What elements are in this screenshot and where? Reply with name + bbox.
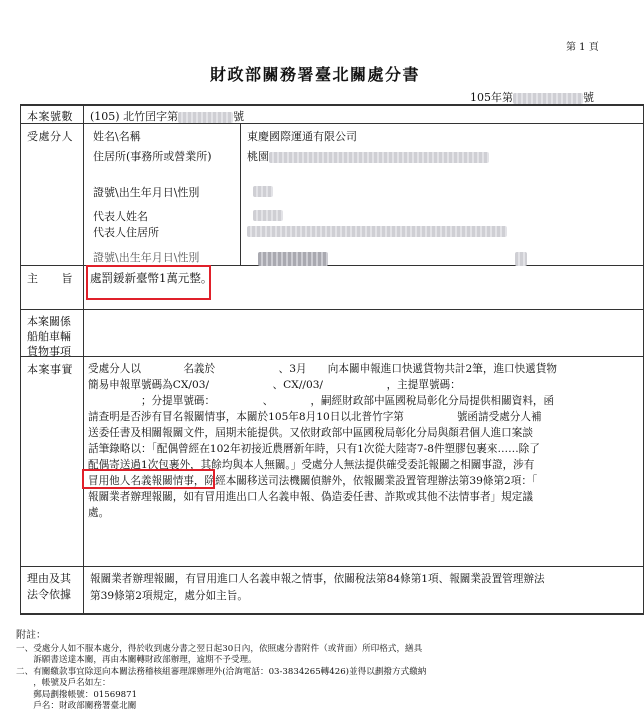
- facts-line: 冒用他人名義報關情事，除經本關移送司法機關偵辦外，依報關業設置管理辦法第39條第2項：「: [88, 475, 538, 487]
- reason-label: 理由及其 法令依據: [27, 572, 71, 601]
- name-value: 東慶國際運通有限公司: [247, 130, 357, 143]
- main-value: 處罰鍰新臺幣1萬元整。: [90, 271, 213, 285]
- facts-line: 受處分人以 名義於 、3月 向本關申報進口快遞貨物共計2筆，進口快遞貨物: [88, 363, 558, 375]
- ship-label: 本案關係 船舶車輛 貨物事項: [27, 315, 71, 358]
- note-line: 二、有關繳款事宜除逕向本關法務稽核組審理課辦理外(洽詢電話：03-3834265轉426)並得以劃撥方式繳納: [16, 667, 427, 677]
- case-number-value: (105) 北竹囝字第 號: [90, 110, 245, 123]
- rep-name-redacted: [253, 208, 283, 221]
- reason-line: 報關業者辦理報關，有冒用進口人名義申報之情事，依關稅法第84條第1項、報關業設置管理辦法: [90, 573, 545, 585]
- facts-line: 報關業者辦理報關，如有冒用進出口人名義申報、偽造委任書、詐欺或其他不法情事者」規定議: [88, 491, 533, 503]
- facts-line: 請查明是否涉有冒名報關情事，本關於105年8月10日以北普竹字第 號函請受處分人補: [88, 411, 542, 423]
- address-label: 住居所(事務所或營業所): [93, 150, 212, 163]
- rep-name-label: 代表人姓名: [93, 210, 148, 223]
- facts-line: 處。: [88, 507, 110, 519]
- facts-line: ；分提單號碼： 、 ，嗣經財政部中區國稅局彰化分局提供相關資料，函: [88, 395, 555, 407]
- rep-address-redacted: [247, 224, 507, 237]
- main-label: 主 旨: [27, 272, 73, 285]
- highlight-box-main: [86, 265, 211, 300]
- reason-line: 第39條第2項規定，處分如主旨。: [90, 590, 248, 602]
- note-line: 戶名：財政部關務署臺北關: [16, 701, 137, 711]
- id2-label: 證號\出生年月日\性別: [93, 251, 200, 264]
- facts-line: 送委任書及相關報關文件，屆期未能提供。又依財政部中區國稅局彰化分局與顏君個人進口案談: [88, 427, 533, 439]
- notes-title: 附註：: [16, 630, 46, 641]
- highlight-box-impersonation: [82, 469, 215, 489]
- id-value-redacted: [253, 184, 273, 197]
- id-label: 證號\出生年月日\性別: [93, 186, 200, 199]
- name-label: 姓名\名稱: [93, 130, 141, 143]
- note-line: 一、受處分人如不服本處分，得於收到處分書之翌日起30日內，依照處分書附件（或背面）所印格式，繕具: [16, 644, 423, 654]
- facts-line: 配偶寄送過1次包裹外，其餘均與本人無關。」受處分人無法提供確受委託報關之相關事證，涉有: [88, 459, 535, 471]
- facts-line: 話筆錄略以：「配偶曾經在102年初接近農曆新年時，只有1次從大陸寄7-8件塑膠包裹來……除了: [88, 443, 540, 455]
- note-line: 郵局劃撥帳號：01569871: [16, 690, 138, 700]
- page-title: 財政部關務署臺北關處分書: [210, 65, 421, 84]
- facts-line: 簡易申報單號碼為CX/03/ 、CX//03/ ，主提單號碼：: [88, 379, 461, 391]
- document-number: 105年第 號: [470, 91, 594, 104]
- party-label: 受處分人: [27, 130, 73, 143]
- address-value: 桃園: [247, 148, 489, 164]
- facts-label: 本案事實: [27, 363, 73, 376]
- page-number: 第 1 頁: [566, 42, 599, 53]
- rep-address-label: 代表人住居所: [93, 226, 159, 239]
- note-line: 訴願書送達本關，再由本關轉財政部辦理，逾期不予受理。: [16, 655, 257, 665]
- id2-value-redacted: [258, 252, 527, 266]
- case-number-label: 本案號數: [27, 110, 73, 123]
- note-line: ，帳號及戶名如左：: [16, 678, 111, 688]
